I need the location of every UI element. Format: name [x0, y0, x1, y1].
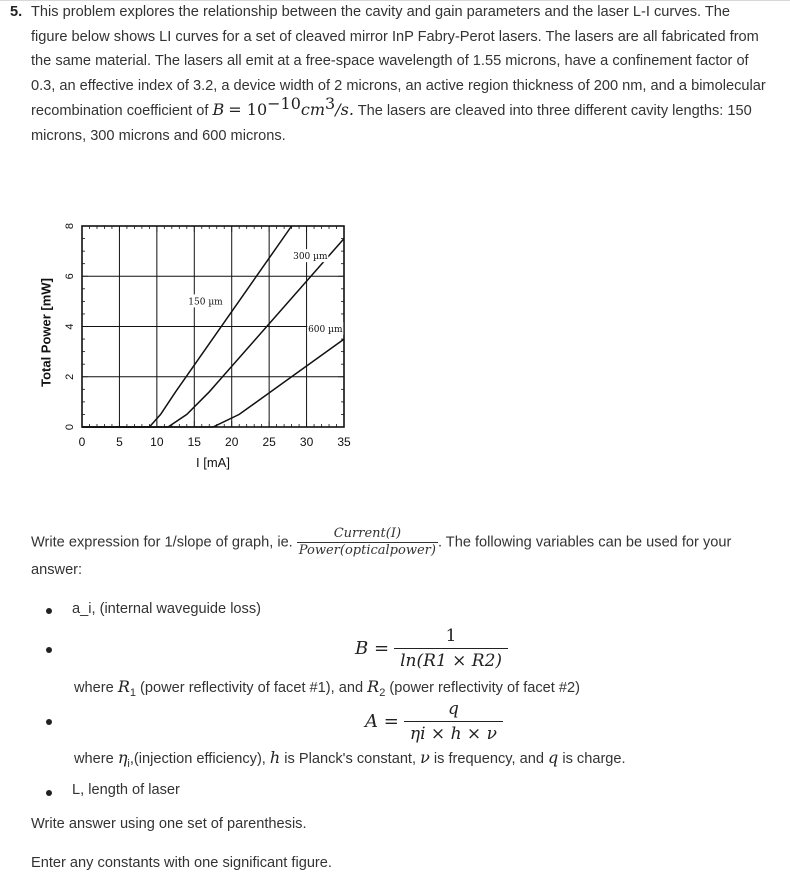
y-tick-label: 4 [64, 323, 76, 330]
ratio-numerator: Current(I) [297, 526, 438, 543]
x-tick-label: 15 [187, 435, 201, 449]
equation-b: B = $\frac{1}{\ln(R1 \times R2)}$ [355, 626, 508, 671]
y-tick-label: 8 [64, 222, 76, 230]
series-line-1 [82, 239, 344, 427]
series-label: 600 µm [308, 325, 343, 336]
bullet-dot [46, 790, 52, 796]
x-tick-label: 30 [299, 435, 314, 449]
y-tick-label: 2 [64, 373, 76, 380]
question-line: Write expression for 1/slope of graph, ie. $\frac{\text{Current(I)}}{\text{Power(opticalpower)}}$ . The following variables can be used for your [31, 526, 732, 558]
ratio-fraction [297, 526, 438, 559]
x-tick-label: 10 [150, 435, 164, 449]
problem-line-3: the same material. The lasers all emit at a free-space wavelength of 1.55 microns, have a confinement factor of [31, 53, 749, 69]
b-exponent: −10 [267, 94, 301, 114]
ratio-denominator: Power(opticalpower) [298, 543, 436, 558]
bullet-dot [46, 647, 52, 653]
x-tick-label: 35 [337, 435, 351, 449]
problem-line-2: figure below shows LI curves for a set of cleaved mirror InP Fabry-Perot lasers. The lasers are all fabricated from [31, 28, 759, 45]
series-label: 300 µm [293, 252, 328, 263]
b-unit-tail: /s. [335, 100, 354, 119]
problem-statement [10, 0, 780, 148]
problem-line-1: This problem explores the relationship between the cavity and gain parameters and the laser L-I curves. The [31, 4, 730, 20]
li-chart [34, 215, 364, 500]
series-line-2 [82, 339, 344, 427]
x-tick-label: 25 [262, 435, 276, 449]
bullet-internal-loss: a_i, (internal waveguide loss) [72, 601, 262, 617]
instruction-sig-figs: Enter any constants with one significant figure. [31, 855, 332, 871]
problem-line-5: recombination coefficient of $B = 10^{-10}cm^3/s$. The lasers are cleaved into three different cavity lengths: 150 [31, 94, 752, 119]
series-label: 150 µm [188, 297, 223, 308]
li-curve-figure [34, 215, 364, 500]
problem-line-4: 0.3, an effective index of 3.2, a device width of 2 microns, an active region thickness of 200 nm, and a bimolecular [31, 77, 766, 94]
b-unit-cm: cm [300, 100, 326, 119]
x-axis-label: I [mA] [196, 455, 230, 470]
instruction-parenthesis: Write answer using one set of parenthesis. [31, 816, 307, 832]
x-tick-label: 0 [78, 435, 86, 449]
equation-a-denominator: ηi × h × ν [409, 724, 497, 744]
b-equals: = 10 [228, 100, 268, 119]
problem-number: 5. [10, 4, 23, 20]
equation-a-numerator: q [404, 699, 503, 722]
bullet-dot [46, 608, 52, 614]
equation-b-denominator: ln(R1 × R2) [400, 651, 503, 671]
equation-a: A = $\frac{q}{\eta i \times h \times \nu}$ [365, 699, 503, 744]
b-symbol: B [212, 100, 225, 119]
y-tick-label: 6 [64, 273, 76, 280]
x-tick-label: 5 [116, 435, 123, 449]
b-unit-exp: 3 [325, 94, 336, 114]
y-tick-label: 0 [64, 423, 76, 431]
bullet-dot [46, 719, 52, 725]
question-line-2: answer: [31, 562, 83, 578]
problem-line-6: microns, 300 microns and 600 microns. [31, 127, 286, 144]
x-tick-label: 20 [225, 435, 239, 449]
equation-b-description: where $R_1$ (power reflectivity of facet #1), and $R_2$ (power reflectivity of facet #2) [74, 677, 580, 699]
equation-a-description: where $\eta_i,(injection$ efficiency), h is Planck's constant, ν is frequency, and q is charge. [74, 748, 626, 770]
y-axis-label: Total Power [mW] [38, 278, 54, 387]
bullet-length: L, length of laser [72, 782, 180, 798]
equation-b-numerator: 1 [394, 626, 508, 649]
